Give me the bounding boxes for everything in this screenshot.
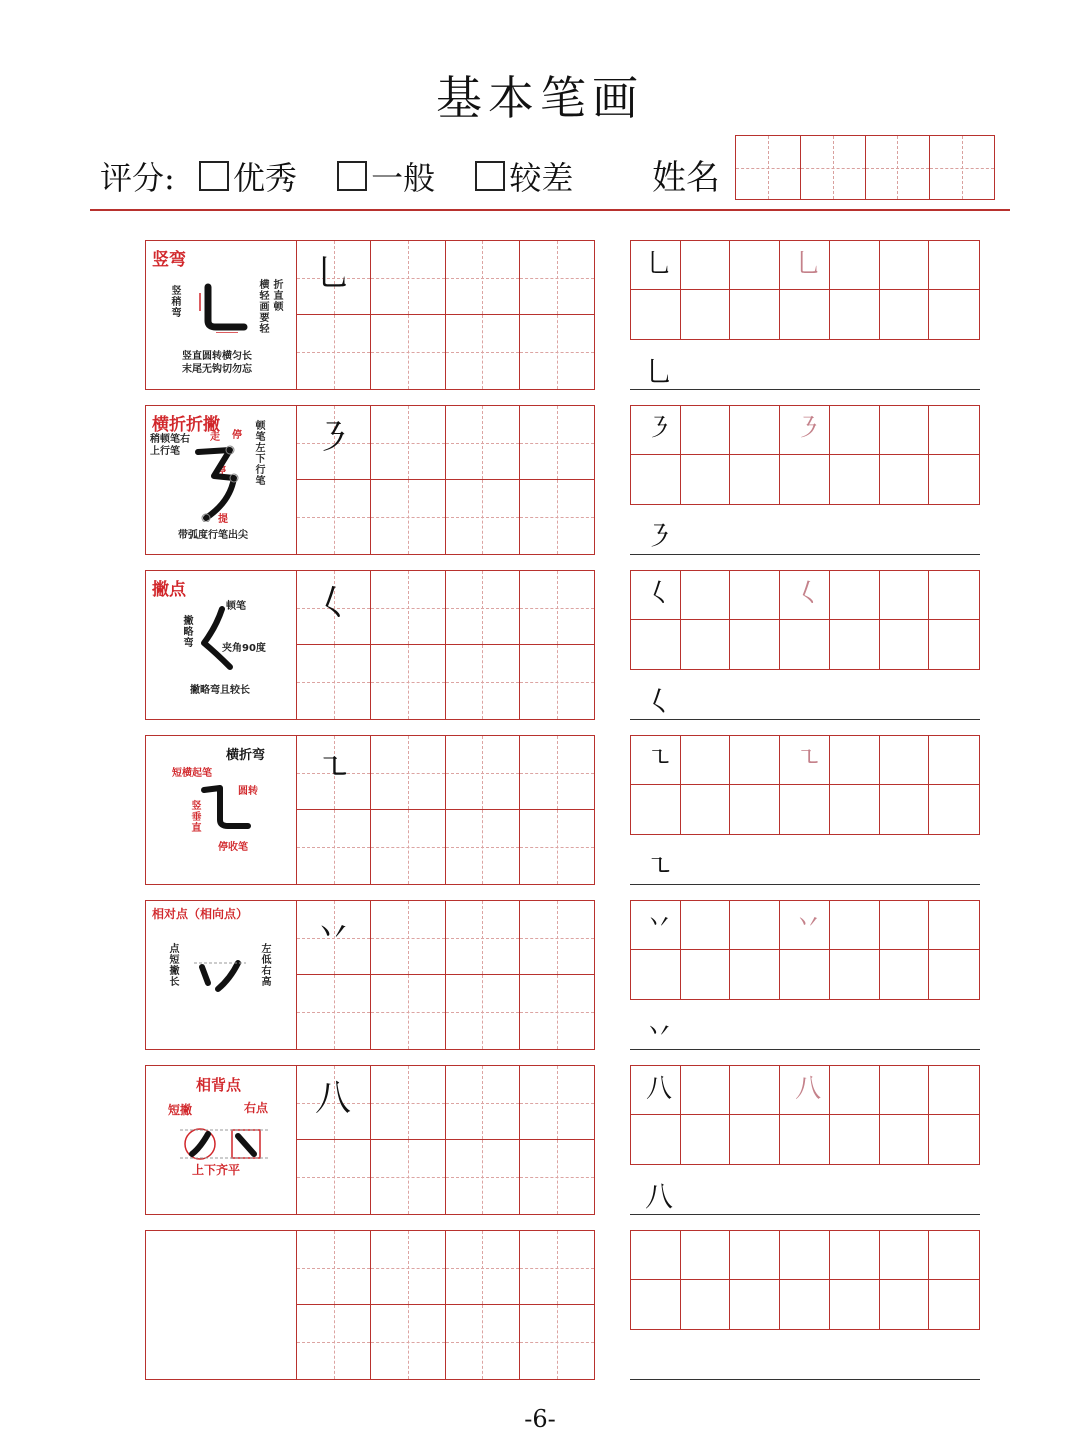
copy-cell[interactable]: [730, 406, 780, 455]
grid-cell[interactable]: [520, 406, 594, 480]
grid-cell[interactable]: [371, 901, 445, 975]
copy-cell[interactable]: [631, 950, 681, 999]
copy-cell[interactable]: ㇍: [780, 736, 830, 785]
grid-cell[interactable]: [371, 1066, 445, 1140]
copy-cell[interactable]: [681, 1066, 731, 1115]
stroke-illustration: [190, 442, 250, 522]
grid-cell[interactable]: [446, 645, 520, 719]
copy-cell[interactable]: [780, 785, 830, 834]
copy-cell[interactable]: ㇋: [780, 406, 830, 455]
copy-grid-1[interactable]: [630, 240, 980, 340]
copy-cell[interactable]: [880, 241, 930, 290]
copy-cell[interactable]: [929, 1066, 979, 1115]
grid-cell[interactable]: [520, 1305, 594, 1379]
copy-cell[interactable]: [880, 785, 930, 834]
grid-cell[interactable]: [446, 241, 520, 315]
copy-cell[interactable]: [780, 620, 830, 669]
stroke-info-card: 撇点 顿笔 撇略弯 夹角90度 撇略弯且较长: [146, 571, 297, 719]
stroke-info-card: 横折折撇 稍顿笔右上行笔 顿笔左下行笔 走 停 停 提 带弧度行笔出尖: [146, 406, 297, 554]
checkbox-excellent[interactable]: [199, 161, 229, 191]
copy-cell[interactable]: [929, 455, 979, 504]
stroke-name: 竖弯: [152, 250, 186, 270]
practice-grid[interactable]: [297, 571, 594, 719]
copy-cell[interactable]: [780, 1115, 830, 1164]
page-title: 基本笔画: [436, 71, 644, 125]
copy-cell[interactable]: [730, 455, 780, 504]
grid-cell[interactable]: [520, 736, 594, 810]
copy-cell[interactable]: ㇍: [631, 736, 681, 785]
copy-cell[interactable]: [730, 736, 780, 785]
copy-cell[interactable]: [880, 455, 930, 504]
copy-cell[interactable]: [730, 1066, 780, 1115]
copy-cell[interactable]: [631, 1280, 681, 1329]
grid-cell[interactable]: ㇍: [297, 736, 371, 810]
copy-cell[interactable]: 丷: [780, 901, 830, 950]
writing-line[interactable]: [630, 884, 980, 885]
practice-grid[interactable]: [297, 1066, 594, 1214]
copy-cell[interactable]: [631, 455, 681, 504]
copy-cell[interactable]: [929, 785, 979, 834]
grid-cell[interactable]: [297, 975, 371, 1049]
copy-cell[interactable]: [681, 785, 731, 834]
name-cell[interactable]: [801, 136, 866, 199]
grid-cell[interactable]: [520, 1231, 594, 1305]
copy-cell[interactable]: [681, 290, 731, 339]
copy-cell[interactable]: [681, 620, 731, 669]
stroke-name: 横折折撇: [152, 415, 220, 435]
stroke-name: 相背点: [196, 1076, 242, 1094]
copy-cell[interactable]: [681, 1280, 731, 1329]
copy-cell[interactable]: [681, 241, 731, 290]
stroke-info-card: 相对点（相向点） 点短撇长 左低右高: [146, 901, 297, 1049]
underline-char: 丷: [645, 1015, 674, 1048]
score-option-average[interactable]: 一般: [337, 153, 435, 199]
copy-grid-5[interactable]: [630, 900, 980, 1000]
grid-cell[interactable]: [297, 1305, 371, 1379]
copy-cell[interactable]: [681, 1115, 731, 1164]
copy-cell[interactable]: [730, 290, 780, 339]
practice-row-3: [145, 570, 595, 720]
copy-cell[interactable]: [929, 620, 979, 669]
copy-cell[interactable]: [681, 571, 731, 620]
copy-grid-2[interactable]: [630, 405, 980, 505]
copy-cell[interactable]: [681, 406, 731, 455]
underline-char: 八: [645, 1180, 674, 1213]
grid-cell[interactable]: [371, 645, 445, 719]
page-number: -6-: [524, 1405, 556, 1433]
grid-cell[interactable]: [520, 1066, 594, 1140]
copy-grid-7[interactable]: [630, 1230, 980, 1330]
stroke-name: 撇点: [152, 580, 186, 600]
copy-cell[interactable]: [880, 290, 930, 339]
grid-cell[interactable]: 八: [297, 1066, 371, 1140]
score-label: 评分:: [100, 159, 175, 197]
copy-cell[interactable]: [880, 1280, 930, 1329]
copy-cell[interactable]: [830, 1066, 880, 1115]
copy-cell[interactable]: [830, 571, 880, 620]
copy-grid-3[interactable]: [630, 570, 980, 670]
copy-cell[interactable]: ㇋: [631, 406, 681, 455]
grid-cell[interactable]: [520, 810, 594, 884]
copy-cell[interactable]: 𡿨: [631, 571, 681, 620]
stroke-illustration: [190, 957, 250, 997]
copy-cell[interactable]: [880, 1231, 930, 1280]
copy-cell[interactable]: 𡿨: [780, 571, 830, 620]
copy-cell[interactable]: [929, 736, 979, 785]
copy-cell[interactable]: [780, 950, 830, 999]
practice-row-7: [145, 1230, 595, 1380]
copy-cell[interactable]: [730, 1231, 780, 1280]
grid-cell[interactable]: [446, 1140, 520, 1214]
copy-cell[interactable]: 八: [780, 1066, 830, 1115]
score-option-poor[interactable]: 较差: [475, 153, 573, 199]
practice-row-2: [145, 405, 595, 555]
name-cell[interactable]: [866, 136, 931, 199]
copy-grid-6[interactable]: [630, 1065, 980, 1165]
underline-char: 𡿨: [645, 685, 674, 718]
copy-cell[interactable]: [730, 241, 780, 290]
grid-cell[interactable]: [371, 315, 445, 389]
writing-line[interactable]: [630, 1214, 980, 1215]
copy-cell[interactable]: [880, 1115, 930, 1164]
grid-cell[interactable]: [371, 975, 445, 1049]
copy-cell[interactable]: 乚: [631, 241, 681, 290]
copy-cell[interactable]: [681, 1231, 731, 1280]
score-option-excellent[interactable]: 优秀: [199, 153, 297, 199]
copy-cell[interactable]: [730, 785, 780, 834]
copy-cell[interactable]: [929, 901, 979, 950]
copy-cell[interactable]: [830, 901, 880, 950]
grid-cell[interactable]: [371, 1305, 445, 1379]
copy-cell[interactable]: [830, 1231, 880, 1280]
writing-line[interactable]: [630, 1379, 980, 1380]
copy-cell[interactable]: 丷: [631, 901, 681, 950]
stroke-info-card: 横折弯 短横起笔 圆转 竖垂直 停收笔: [146, 736, 297, 884]
copy-cell[interactable]: [830, 406, 880, 455]
stroke-name: 横折弯: [226, 748, 266, 763]
grid-cell[interactable]: [520, 1140, 594, 1214]
practice-row-5: [145, 900, 595, 1050]
copy-cell[interactable]: [681, 901, 731, 950]
copy-cell[interactable]: [830, 785, 880, 834]
copy-cell[interactable]: [929, 406, 979, 455]
copy-cell[interactable]: [880, 406, 930, 455]
stroke-info-card: [146, 1231, 297, 1379]
underline-char: ㇋: [645, 520, 674, 553]
copy-cell[interactable]: [730, 1280, 780, 1329]
practice-row-6: [145, 1065, 595, 1215]
grid-cell[interactable]: [520, 901, 594, 975]
copy-cell[interactable]: [929, 241, 979, 290]
copy-cell[interactable]: 乚: [780, 241, 830, 290]
name-cell[interactable]: [930, 136, 994, 199]
grid-cell[interactable]: [297, 1231, 371, 1305]
copy-cell[interactable]: [681, 736, 731, 785]
stroke-illustration: [198, 780, 254, 836]
grid-cell[interactable]: [446, 1305, 520, 1379]
copy-cell[interactable]: [681, 950, 731, 999]
copy-cell[interactable]: [929, 1231, 979, 1280]
grid-cell[interactable]: [446, 315, 520, 389]
underline-char: ㇍: [645, 850, 674, 883]
copy-cell[interactable]: [681, 455, 731, 504]
name-label: 姓名: [652, 158, 720, 198]
grid-cell[interactable]: [297, 645, 371, 719]
copy-cell[interactable]: [730, 1115, 780, 1164]
copy-cell[interactable]: [730, 950, 780, 999]
practice-grid[interactable]: [297, 901, 594, 1049]
practice-grid[interactable]: [297, 1231, 594, 1379]
copy-cell[interactable]: [631, 1231, 681, 1280]
grid-cell[interactable]: [446, 901, 520, 975]
grid-cell[interactable]: [446, 571, 520, 645]
copy-cell[interactable]: [929, 950, 979, 999]
copy-cell[interactable]: [929, 290, 979, 339]
writing-line[interactable]: [630, 719, 980, 720]
copy-cell[interactable]: [631, 1115, 681, 1164]
copy-cell[interactable]: [631, 620, 681, 669]
copy-cell[interactable]: [830, 241, 880, 290]
stroke-name: 相对点（相向点）: [152, 907, 249, 921]
grid-cell[interactable]: 乚: [297, 241, 371, 315]
grid-cell[interactable]: [446, 810, 520, 884]
copy-cell[interactable]: [631, 290, 681, 339]
grid-cell[interactable]: [297, 315, 371, 389]
copy-cell[interactable]: [880, 571, 930, 620]
copy-cell[interactable]: [830, 1280, 880, 1329]
copy-cell[interactable]: [830, 290, 880, 339]
writing-line[interactable]: [630, 389, 980, 390]
grid-cell[interactable]: [446, 1066, 520, 1140]
grid-cell[interactable]: [520, 241, 594, 315]
grid-cell[interactable]: [520, 480, 594, 554]
grid-cell[interactable]: [446, 736, 520, 810]
score-row: [100, 153, 603, 199]
grid-cell[interactable]: [446, 406, 520, 480]
grid-cell[interactable]: 𡿨: [297, 571, 371, 645]
grid-cell[interactable]: [371, 810, 445, 884]
copy-cell[interactable]: 八: [631, 1066, 681, 1115]
copy-cell[interactable]: [830, 950, 880, 999]
copy-cell[interactable]: [929, 1280, 979, 1329]
grid-cell[interactable]: [371, 241, 445, 315]
grid-cell[interactable]: [371, 1231, 445, 1305]
grid-cell[interactable]: [446, 480, 520, 554]
grid-cell[interactable]: [297, 480, 371, 554]
grid-cell[interactable]: [371, 571, 445, 645]
stroke-illustration: [196, 603, 236, 673]
copy-cell[interactable]: [830, 455, 880, 504]
grid-cell[interactable]: [371, 736, 445, 810]
writing-line[interactable]: [630, 554, 980, 555]
copy-grid-4[interactable]: [630, 735, 980, 835]
copy-cell[interactable]: [730, 571, 780, 620]
copy-cell[interactable]: [880, 950, 930, 999]
checkbox-poor[interactable]: [475, 161, 505, 191]
copy-cell[interactable]: [780, 455, 830, 504]
grid-cell[interactable]: [520, 645, 594, 719]
writing-line[interactable]: [630, 1049, 980, 1050]
grid-cell[interactable]: [371, 480, 445, 554]
grid-cell[interactable]: [297, 810, 371, 884]
copy-cell[interactable]: [929, 571, 979, 620]
practice-grid[interactable]: [297, 406, 594, 554]
copy-cell[interactable]: [880, 1066, 930, 1115]
grid-cell[interactable]: ㇋: [297, 406, 371, 480]
copy-cell[interactable]: [631, 785, 681, 834]
copy-cell[interactable]: [880, 901, 930, 950]
stroke-illustration: [194, 281, 254, 333]
practice-grid[interactable]: [297, 241, 594, 389]
copy-cell[interactable]: [730, 620, 780, 669]
copy-cell[interactable]: [929, 1115, 979, 1164]
grid-cell[interactable]: [520, 315, 594, 389]
copy-cell[interactable]: [830, 736, 880, 785]
grid-cell[interactable]: [446, 975, 520, 1049]
copy-cell[interactable]: [830, 1115, 880, 1164]
copy-cell[interactable]: [730, 901, 780, 950]
grid-cell[interactable]: [371, 1140, 445, 1214]
copy-cell[interactable]: [780, 1231, 830, 1280]
copy-cell[interactable]: [780, 290, 830, 339]
grid-cell[interactable]: [371, 406, 445, 480]
stroke-info-card: 竖弯 竖稍弯 横轻画要轻 折直顿 竖直圆转横匀长 末尾无钩切勿忘: [146, 241, 297, 389]
practice-row-4: [145, 735, 595, 885]
practice-row-1: [145, 240, 595, 390]
stroke-info-card: 相背点 短撇 右点 上下齐平: [146, 1066, 297, 1214]
header-divider: [90, 209, 1010, 211]
copy-cell[interactable]: [880, 620, 930, 669]
practice-grid[interactable]: [297, 736, 594, 884]
copy-cell[interactable]: [780, 1280, 830, 1329]
underline-char: 乚: [645, 355, 674, 388]
grid-cell[interactable]: [520, 975, 594, 1049]
grid-cell[interactable]: [446, 1231, 520, 1305]
grid-cell[interactable]: [520, 571, 594, 645]
copy-cell[interactable]: [830, 620, 880, 669]
name-cell[interactable]: [736, 136, 801, 199]
grid-cell[interactable]: 丷: [297, 901, 371, 975]
grid-cell[interactable]: [297, 1140, 371, 1214]
checkbox-average[interactable]: [337, 161, 367, 191]
stroke-illustration: [180, 1124, 270, 1164]
name-grid[interactable]: [735, 135, 995, 200]
copy-cell[interactable]: [880, 736, 930, 785]
